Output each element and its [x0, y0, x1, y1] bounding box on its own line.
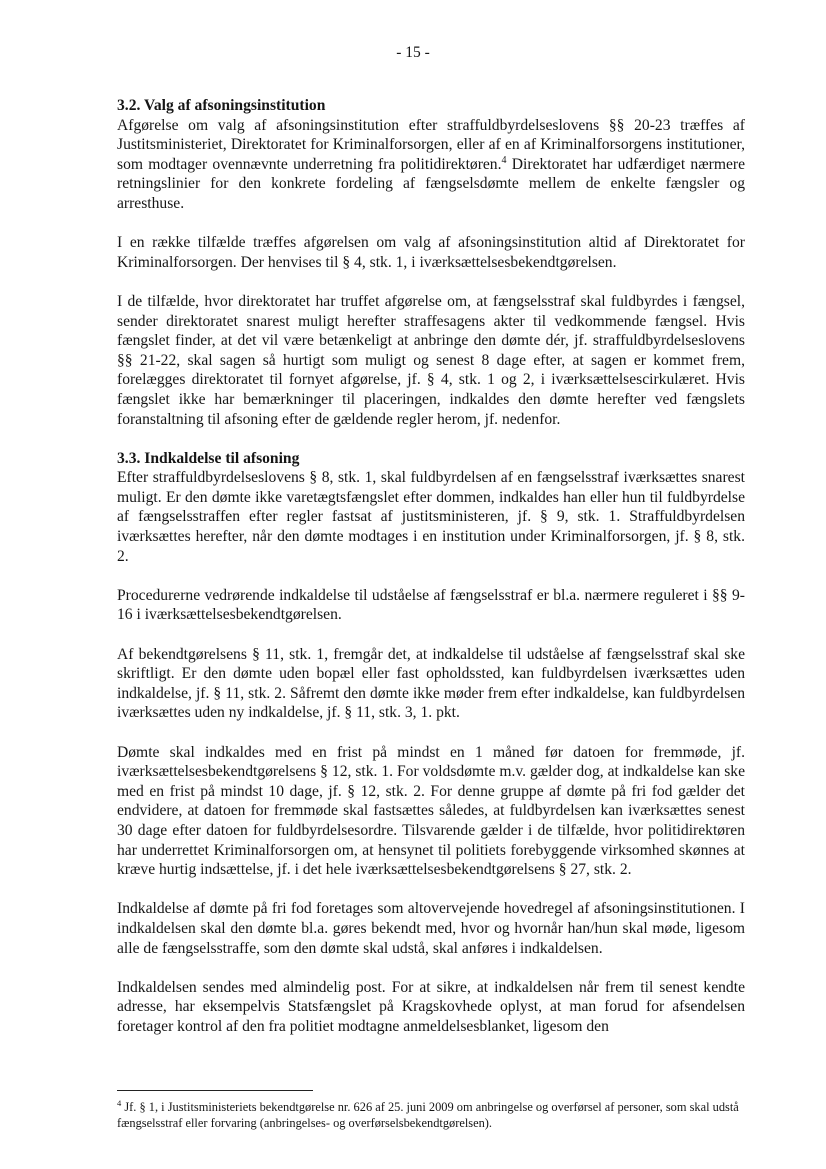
section-3-3: [117, 449, 745, 1037]
footnote-reference: 4: [501, 154, 507, 166]
document-body: [117, 96, 745, 1056]
paragraph: Indkaldelsen sendes med almindelig post. For at sikre, at indkaldelsen når frem til senest kendte adresse, har eksempelvis Statsfængslet på Kragskovhede oplyst, at man forud for afsendelsen foretager kontrol af den fra politiet modtagne anmeldelsesblanket, ligesom den: [117, 978, 745, 1035]
paragraph: I de tilfælde, hvor direktoratet har truffet afgørelse om, at fængselsstraf skal fuldbyrdes i fængsel, sender direktoratet snarest muligt herefter straffesagens akter til vedkommende fængsel. Hvis fængslet finder, at det vil være betænkeligt at anbringe den dømte dér, jf. straffuldbyrdelseslovens §§ 21-22, skal sagen så hurtigt som muligt og senest 8 dage efter, at sagen er kommet frem, forelægges direktoratet til fornyet afgørelse, jf. § 4, stk. 1 og 2, i iværksættelsescirkulæret. Hvis fængslet ikke har bemærkninger til placeringen, indkaldes den dømte herefter ved fængslets foranstaltning til afsoning efter de gældende regler herom, jf. nedenfor.: [117, 292, 745, 428]
footnote-number: 4: [117, 1097, 122, 1108]
page-number: - 15 -: [396, 44, 430, 61]
paragraph-text: Afgørelse om valg af afsoningsinstitution efter straffuldbyrdelseslovens §§ 20-23 træffes af Justitsministeriet, Direktoratet for Kriminalforsorgen, eller af en af Kriminalforsorgens institutioner, som modtager ovennævnte underretning fra politidirektøren.: [117, 116, 745, 173]
paragraph: I en række tilfælde træffes afgørelsen om valg af afsoningsinstitution altid af Direktoratet for Kriminalforsorgen. Der henvises til § 4, stk. 1, i iværksættelsesbekendtgørelsen.: [117, 234, 745, 271]
section-heading: 3.3. Indkaldelse til afsoning: [117, 449, 300, 467]
footnote: [117, 1099, 745, 1131]
paragraph: Dømte skal indkaldes med en frist på mindst en 1 måned før datoen for fremmøde, jf. iværksættelsesbekendtgørelsens § 12, stk. 1. For voldsdømte m.v. gælder dog, at indkaldelse kan ske med en frist på mindst 10 dage, jf. § 12, stk. 2. For denne gruppe af dømte på fri fod gælder det endvidere, at datoen for fremmøde skal fastsættes således, at fuldbyrdelsen kan iværksættes senest 30 dage efter datoen for fuldbyrdelsesordre. Tilsvarende gælder i de tilfælde, hvor politidirektøren har underrettet Kriminalforsorgen om, at hensynet til politiets forebyggende virksomhed skønnes at kræve hurtig indsættelse, jf. i det hele iværksættelsesbekendtgørelsens § 27, stk. 2.: [117, 743, 745, 879]
footnote-text: Jf. § 1, i Justitsministeriets bekendtgørelse nr. 626 af 25. juni 2009 om anbringelse og overførsel af personer, som skal udstå fængselsstraf eller forvaring (anbringelses- og overførselsbekendtgørelsen).: [117, 1100, 739, 1130]
section-heading: 3.2. Valg af afsoningsinstitution: [117, 97, 326, 114]
paragraph: Procedurerne vedrørende indkaldelse til udståelse af fængselsstraf er bl.a. nærmere reguleret i §§ 9-16 i iværksættelsesbekendtgørelsen.: [117, 586, 745, 624]
paragraph: [117, 116, 745, 214]
paragraph: Indkaldelse af dømte på fri fod foretages som altovervejende hovedregel af afsoningsinstitutionen. I indkaldelsen skal den dømte bl.a. gøres bekendt med, hvor og hvornår han/hun skal møde, ligesom alle de fængselsstraffe, som den dømte skal udstå, skal anføres i indkaldelsen.: [117, 900, 745, 957]
paragraph: Efter straffuldbyrdelseslovens § 8, stk. 1, skal fuldbyrdelsen af en fængselsstraf iværksættes snarest muligt. Er den dømte ikke varetægtsfængslet efter dommen, indkaldes han eller hun til fuldbyrdelse af fængselsstraffen efter regler fastsat af justitsministeren, jf. § 9, stk. 1. Straffuldbyrdelsen iværksættes herefter, når den dømte modtages i en institution under Kriminalforsorgen, jf. § 8, stk. 2.: [117, 469, 745, 565]
footnote-separator: [117, 1090, 313, 1091]
paragraph: Af bekendtgørelsens § 11, stk. 1, fremgår det, at indkaldelse til udståelse af fængselsstraf skal ske skriftligt. Er den dømte uden bopæl eller fast opholdssted, kan fuldbyrdelsen iværksættes uden indkaldelse, jf. § 11, stk. 2. Såfremt den dømte ikke møder frem efter indkaldelse, kan fuldbyrdelsen iværksættes uden ny indkaldelse, jf. § 11, stk. 3, 1. pkt.: [117, 645, 745, 722]
section-3-2: [117, 96, 745, 429]
paragraph-text: Direktoratet har udfærdiget nærmere retningslinier for den konkrete fordeling af fængselsdømte mellem de enkelte fængsler og arresthuse.: [117, 155, 745, 212]
